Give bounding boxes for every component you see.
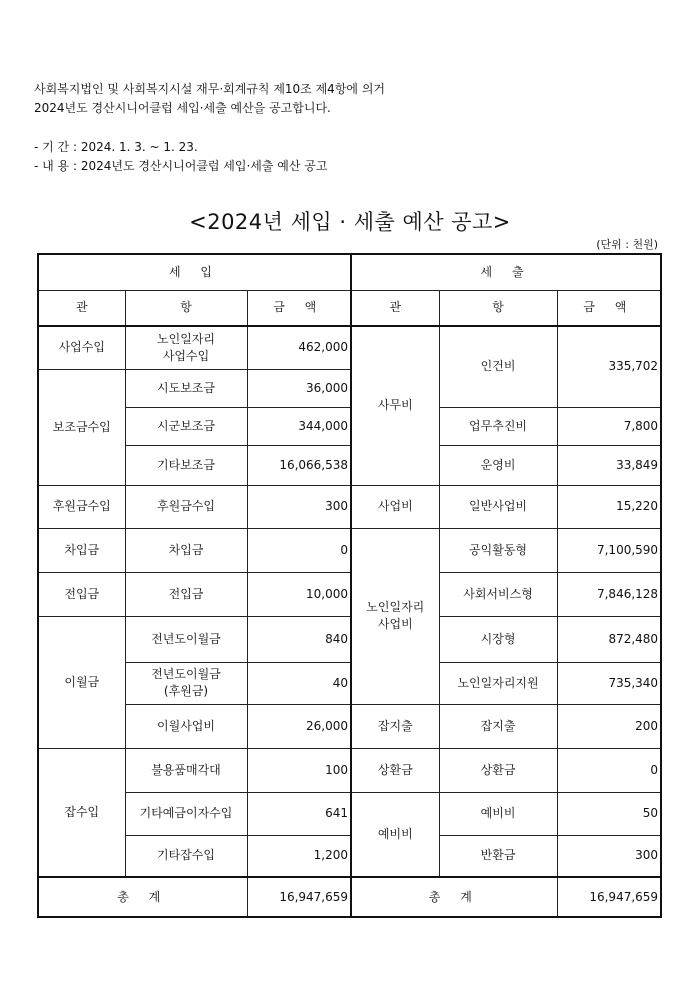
header-revenue: 세 입 (38, 254, 351, 290)
rev-hang: 전년도이월금 (후원금) (125, 662, 247, 704)
exp-amount: 335,702 (557, 326, 661, 407)
exp-hang: 사회서비스형 (439, 572, 557, 616)
exp-hang: 인건비 (439, 326, 557, 407)
exp-gwan: 사업비 (351, 485, 439, 528)
rev-amount: 16,066,538 (247, 445, 351, 485)
exp-hang: 노인일자리지원 (439, 662, 557, 704)
rev-amount: 26,000 (247, 704, 351, 748)
rev-gwan: 전입금 (38, 572, 125, 616)
unit-note: (단위 : 천원) (596, 238, 658, 251)
exp-hang: 시장형 (439, 616, 557, 662)
exp-gwan: 예비비 (351, 792, 439, 877)
rev-total-label: 총 계 (38, 877, 247, 917)
rev-gwan: 사업수입 (38, 326, 125, 369)
header-rev-hang: 항 (125, 290, 247, 326)
exp-gwan: 노인일자리 사업비 (351, 528, 439, 704)
rev-amount: 1,200 (247, 835, 351, 877)
exp-amount: 200 (557, 704, 661, 748)
intro-line-1: 사회복지법인 및 사회복지시설 재무·회계규칙 제10조 제4항에 의거 (34, 82, 385, 96)
rev-hang: 기타잡수입 (125, 835, 247, 877)
page-title: <2024년 세입 · 세출 예산 공고> (189, 210, 511, 234)
rev-hang: 차입금 (125, 528, 247, 572)
exp-amount: 7,100,590 (557, 528, 661, 572)
exp-amount: 15,220 (557, 485, 661, 528)
exp-amount: 300 (557, 835, 661, 877)
rev-gwan: 이월금 (38, 616, 125, 748)
rev-amount: 462,000 (247, 326, 351, 369)
rev-amount: 0 (247, 528, 351, 572)
rev-hang: 기타예금이자수입 (125, 792, 247, 835)
rev-amount: 36,000 (247, 369, 351, 407)
rev-amount: 10,000 (247, 572, 351, 616)
rev-gwan: 후원금수입 (38, 485, 125, 528)
exp-total: 16,947,659 (557, 877, 661, 917)
exp-amount: 7,800 (557, 407, 661, 445)
intro-text (34, 80, 385, 176)
header-exp-amount: 금 액 (557, 290, 661, 326)
rev-amount: 344,000 (247, 407, 351, 445)
header-rev-amount: 금 액 (247, 290, 351, 326)
exp-amount: 735,340 (557, 662, 661, 704)
exp-hang: 잡지출 (439, 704, 557, 748)
exp-amount: 33,849 (557, 445, 661, 485)
rev-hang: 기타보조금 (125, 445, 247, 485)
rev-amount: 641 (247, 792, 351, 835)
rev-hang: 시도보조금 (125, 369, 247, 407)
rev-amount: 300 (247, 485, 351, 528)
rev-hang: 시군보조금 (125, 407, 247, 445)
exp-amount: 50 (557, 792, 661, 835)
header-rev-gwan: 관 (38, 290, 125, 326)
rev-hang: 전년도이월금 (125, 616, 247, 662)
header-exp-hang: 항 (439, 290, 557, 326)
exp-hang: 운영비 (439, 445, 557, 485)
exp-gwan: 잡지출 (351, 704, 439, 748)
intro-line-period: - 기 간 : 2024. 1. 3. ~ 1. 23. (34, 140, 198, 154)
exp-amount: 7,846,128 (557, 572, 661, 616)
exp-gwan: 상환금 (351, 748, 439, 792)
exp-hang: 예비비 (439, 792, 557, 835)
intro-line-2: 2024년도 경산시니어클럽 세입·세출 예산을 공고합니다. (34, 101, 331, 115)
budget-table (37, 253, 662, 918)
exp-hang: 일반사업비 (439, 485, 557, 528)
exp-hang: 반환금 (439, 835, 557, 877)
rev-total: 16,947,659 (247, 877, 351, 917)
header-expense: 세 출 (351, 254, 661, 290)
rev-gwan: 잡수입 (38, 748, 125, 877)
header-exp-gwan: 관 (351, 290, 439, 326)
exp-total-label: 총 계 (351, 877, 557, 917)
rev-hang: 후원금수입 (125, 485, 247, 528)
rev-hang: 불용품매각대 (125, 748, 247, 792)
rev-amount: 40 (247, 662, 351, 704)
exp-hang: 공익활동형 (439, 528, 557, 572)
exp-amount: 872,480 (557, 616, 661, 662)
rev-amount: 840 (247, 616, 351, 662)
rev-gwan: 차입금 (38, 528, 125, 572)
exp-gwan: 사무비 (351, 326, 439, 485)
rev-hang: 이월사업비 (125, 704, 247, 748)
exp-hang: 업무추진비 (439, 407, 557, 445)
rev-hang: 노인일자리 사업수입 (125, 326, 247, 369)
rev-gwan: 보조금수입 (38, 369, 125, 485)
exp-hang: 상환금 (439, 748, 557, 792)
exp-amount: 0 (557, 748, 661, 792)
intro-line-content: - 내 용 : 2024년도 경산시니어클럽 세입·세출 예산 공고 (34, 159, 328, 173)
rev-hang: 전입금 (125, 572, 247, 616)
rev-amount: 100 (247, 748, 351, 792)
